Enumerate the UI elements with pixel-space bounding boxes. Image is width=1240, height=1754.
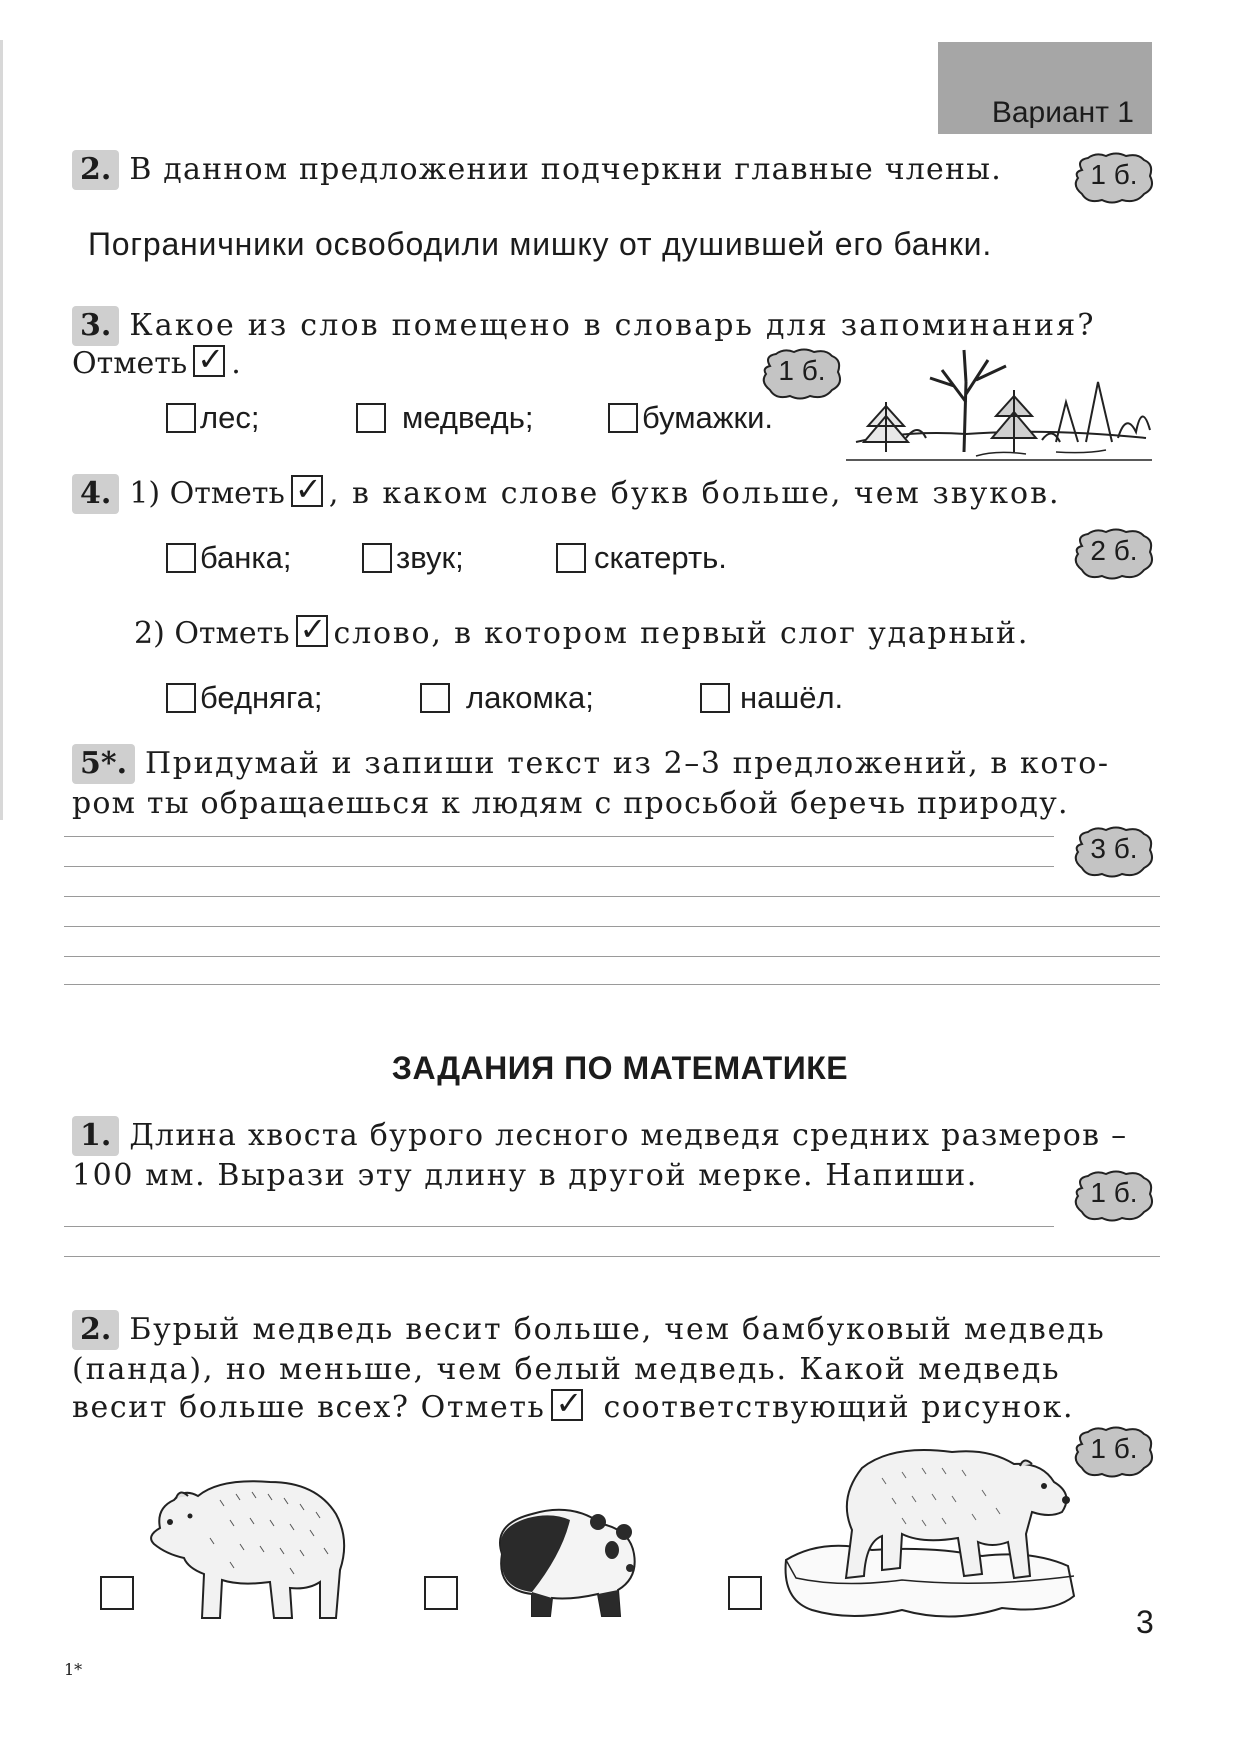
- task-2-question: [72, 150, 1158, 190]
- math-task-2-line1: [72, 1310, 1158, 1350]
- task-3-question: [72, 306, 1158, 346]
- polar-bear-image: [782, 1438, 1080, 1632]
- task-number: 2.: [72, 1310, 119, 1350]
- part1-prefix: 1) Отметь: [129, 476, 285, 511]
- score-badge: [1072, 152, 1156, 204]
- answer-line[interactable]: [64, 836, 1054, 837]
- task-2-text: В данном предложении подчеркни главные члены.: [129, 152, 1002, 187]
- task-number: 5*.: [72, 744, 135, 784]
- brown-bear-checkbox[interactable]: [100, 1576, 134, 1610]
- panda-image: [472, 1494, 642, 1624]
- option-les[interactable]: лес;: [166, 400, 259, 436]
- option-skatert[interactable]: скатерть.: [556, 540, 727, 576]
- line3-suffix: соответствующий рисунок.: [603, 1390, 1075, 1425]
- math-task-2-line2: (панда), но меньше, чем белый медведь. Какой медведь: [72, 1352, 1061, 1387]
- task-4-part1: [72, 470, 1158, 514]
- answer-line[interactable]: [64, 1226, 1054, 1227]
- checkbox[interactable]: [356, 403, 386, 433]
- answer-line[interactable]: [64, 866, 1054, 867]
- task-number: 1.: [72, 1116, 119, 1156]
- task-2-sentence: Пограничники освободили мишку от душившей его банки.: [88, 226, 993, 262]
- option-bumazhki[interactable]: бумажки.: [608, 400, 773, 436]
- forest-illustration: [846, 342, 1152, 464]
- check-icon: ✓: [291, 475, 323, 507]
- option-zvuk[interactable]: звук;: [362, 540, 464, 576]
- polar-bear-checkbox[interactable]: [728, 1576, 762, 1610]
- task-5-text-1: Придумай и запиши текст из 2–3 предложений, в кото-: [145, 746, 1110, 781]
- math-task-2-line3: [72, 1384, 1158, 1428]
- score-badge: [1072, 1426, 1156, 1478]
- line3-prefix: весит больше всех? Отметь: [72, 1390, 546, 1425]
- check-icon: ✓: [193, 345, 225, 377]
- checkbox[interactable]: [166, 683, 196, 713]
- option-bednyaga[interactable]: бедняга;: [166, 680, 322, 716]
- task-5-line2: ром ты обращаешься к людям с просьбой беречь природу.: [72, 786, 1069, 821]
- task-4-part2: [134, 610, 1134, 654]
- score-text: 2 б.: [1090, 535, 1138, 566]
- answer-line[interactable]: [64, 926, 1160, 927]
- part2-suffix: слово, в котором первый слог ударный.: [333, 616, 1030, 651]
- option-nashel[interactable]: нашёл.: [700, 680, 843, 716]
- math-task-2-text-1: Бурый медведь весит больше, чем бамбуковый медведь: [129, 1312, 1106, 1347]
- task-3-text: Какое из слов помещено в словарь для запоминания?: [129, 308, 1096, 343]
- mark-suffix: .: [231, 346, 241, 381]
- checkbox[interactable]: [700, 683, 730, 713]
- task-number: 2.: [72, 150, 119, 190]
- math-task-1-text-1: Длина хвоста бурого лесного медведя средних размеров –: [129, 1118, 1128, 1153]
- panda-checkbox[interactable]: [424, 1576, 458, 1610]
- score-badge: [1072, 826, 1156, 878]
- checkbox[interactable]: [608, 403, 638, 433]
- variant-label: Вариант 1: [991, 96, 1134, 129]
- check-icon: ✓: [551, 1389, 583, 1421]
- math-task-1-line1: [72, 1116, 1158, 1156]
- score-text: 1 б.: [1090, 1177, 1138, 1208]
- score-text: 1 б.: [1090, 1433, 1138, 1464]
- answer-line[interactable]: [64, 1256, 1160, 1257]
- math-task-1-line2: 100 мм. Вырази эту длину в другой мерке. Напиши.: [72, 1158, 978, 1193]
- signature-mark: 1*: [64, 1660, 83, 1679]
- checkbox[interactable]: [420, 683, 450, 713]
- score-badge: [1072, 528, 1156, 580]
- checkbox[interactable]: [362, 543, 392, 573]
- option-medved[interactable]: медведь;: [356, 400, 534, 436]
- score-text: 1 б.: [1090, 159, 1138, 190]
- variant-tab: [938, 42, 1152, 134]
- page-edge: [0, 40, 3, 820]
- answer-line[interactable]: [64, 896, 1160, 897]
- check-icon: ✓: [296, 615, 328, 647]
- part2-prefix: 2) Отметь: [134, 616, 290, 651]
- score-badge: [760, 348, 844, 400]
- page-number: 3: [1136, 1604, 1154, 1640]
- score-badge: [1072, 1170, 1156, 1222]
- task-5-line1: [72, 744, 1158, 784]
- option-banka[interactable]: банка;: [166, 540, 292, 576]
- answer-line[interactable]: [64, 956, 1160, 957]
- score-text: 3 б.: [1090, 833, 1138, 864]
- checkbox[interactable]: [556, 543, 586, 573]
- option-lakomka[interactable]: лакомка;: [420, 680, 594, 716]
- task-number: 3.: [72, 306, 119, 346]
- part1-suffix: , в каком слове букв больше, чем звуков.: [328, 476, 1061, 511]
- checkbox[interactable]: [166, 403, 196, 433]
- score-text: 1 б.: [778, 355, 826, 386]
- checkbox[interactable]: [166, 543, 196, 573]
- answer-line[interactable]: [64, 984, 1160, 985]
- mark-prefix: Отметь: [72, 346, 188, 381]
- task-number: 4.: [72, 474, 119, 514]
- math-section-heading: ЗАДАНИЯ ПО МАТЕМАТИКЕ: [391, 1050, 849, 1086]
- brown-bear-image: [140, 1470, 352, 1626]
